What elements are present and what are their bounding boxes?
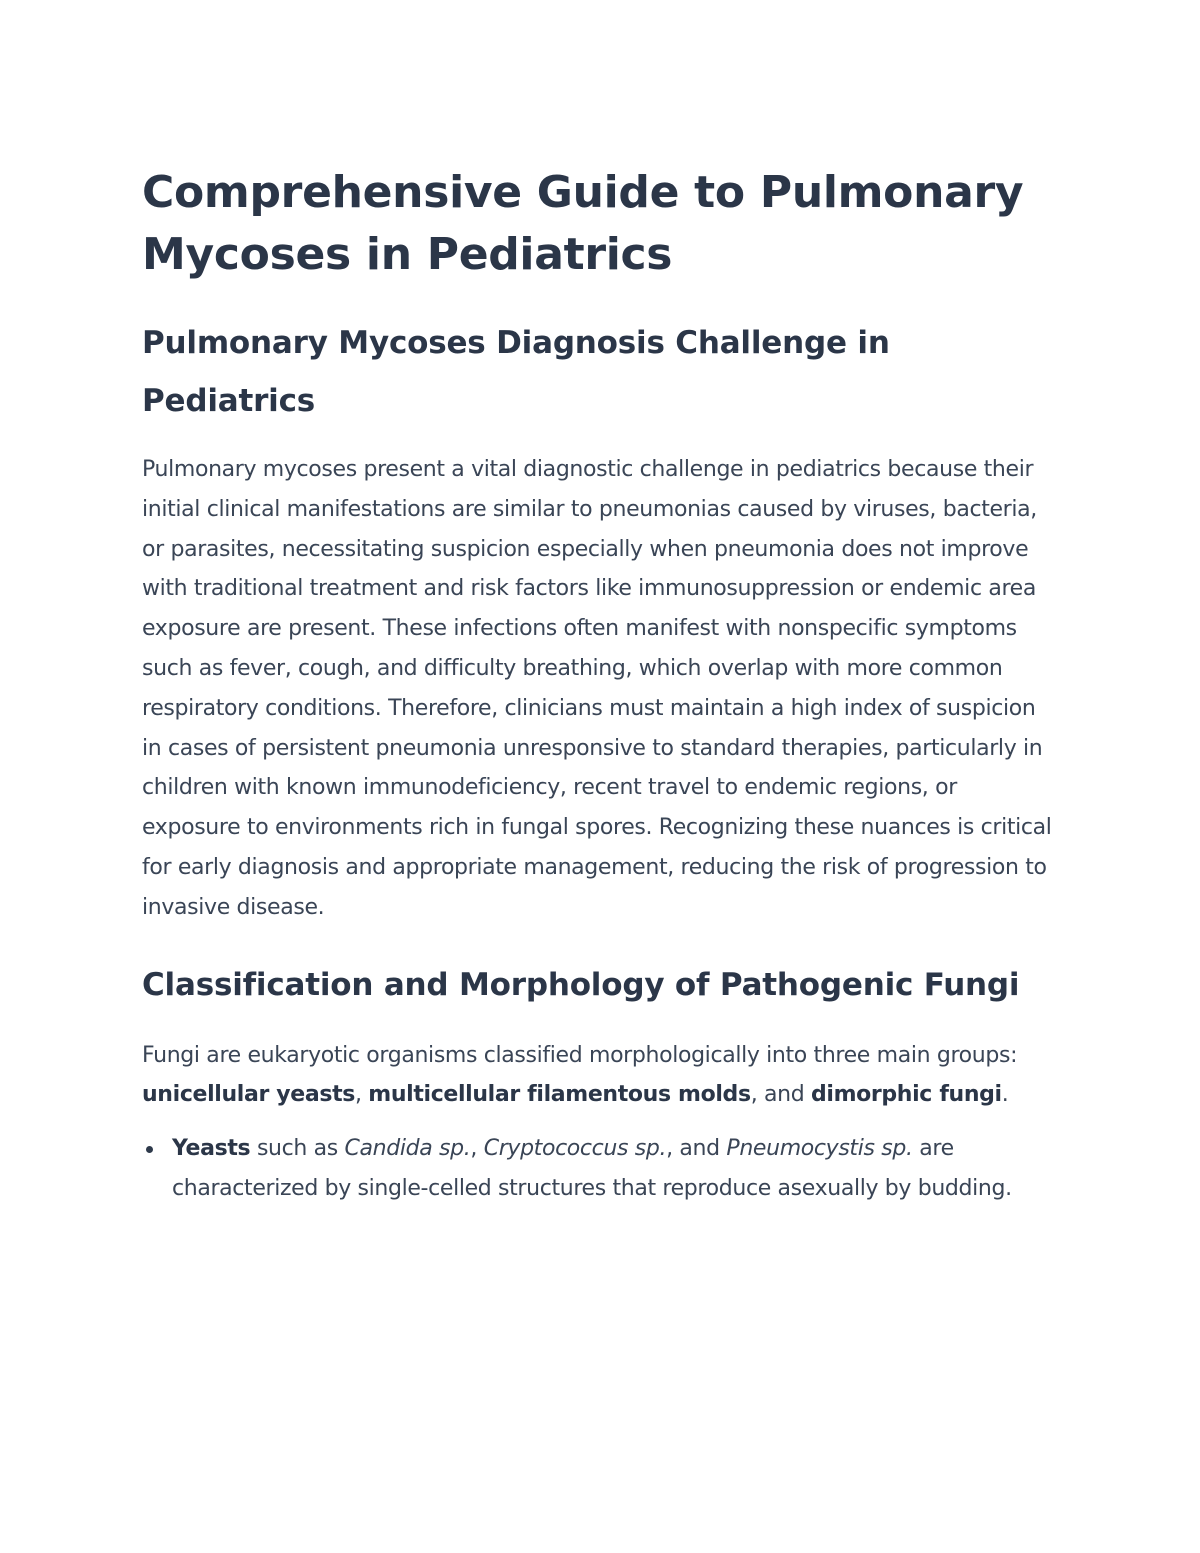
italic-species: Pneumocystis sp. — [726, 1136, 913, 1162]
list-text: , and — [666, 1136, 727, 1162]
list-item-yeasts — [172, 1129, 1060, 1209]
italic-species: Cryptococcus sp. — [483, 1136, 667, 1162]
list-text: such as — [250, 1136, 345, 1162]
list-text: , — [470, 1136, 484, 1162]
bold-term-yeasts: unicellular yeasts — [142, 1082, 355, 1108]
section-heading-diagnosis-challenge: Pulmonary Mycoses Diagnosis Challenge in Pediatrics — [142, 325, 890, 419]
document-title: Comprehensive Guide to Pulmonary Mycoses in Pediatrics — [142, 167, 1024, 280]
fungi-type-list — [142, 1129, 1060, 1209]
paragraph-text: Fungi are eukaryotic organisms classified morphologically into three main groups: — [142, 1042, 1018, 1068]
bold-label: Yeasts — [172, 1136, 251, 1162]
paragraph-text: , and — [750, 1082, 811, 1108]
section-heading-classification: Classification and Morphology of Pathogenic Fungi — [142, 966, 1020, 1003]
bullet-icon — [146, 1146, 153, 1153]
bold-term-dimorphic: dimorphic fungi — [810, 1082, 1002, 1108]
italic-species: Candida sp. — [344, 1136, 471, 1162]
paragraph-text: , — [354, 1082, 369, 1108]
diagnosis-challenge-paragraph: Pulmonary mycoses present a vital diagnostic challenge in pediatrics because their initial clinical manifestations are similar to pneumonias caused by viruses, bacteria, or parasites, necessitating suspicion especially when pneumonia does not improve with traditional treatment and risk factors like immunosuppression or endemic area exposure are present. These infections often manifest with nonspecific symptoms such as fever, cough, and difficulty breathing, which overlap with more common respiratory conditions. Therefore, clinicians must maintain a high index of suspicion in cases of persistent pneumonia unresponsive to standard therapies, particularly in children with known immunodeficiency, recent travel to endemic regions, or exposure to environments rich in fungal spores. Recognizing these nuances is critical for early diagnosis and appropriate management, reducing the risk of progression to invasive disease. — [142, 457, 1052, 920]
list-text: are characterized by single-celled structures that reproduce asexually by budding. — [172, 1136, 1012, 1201]
paragraph-text: . — [1001, 1082, 1009, 1108]
classification-paragraph — [142, 1036, 1060, 1116]
bold-term-molds: multicellular filamentous molds — [368, 1082, 751, 1108]
